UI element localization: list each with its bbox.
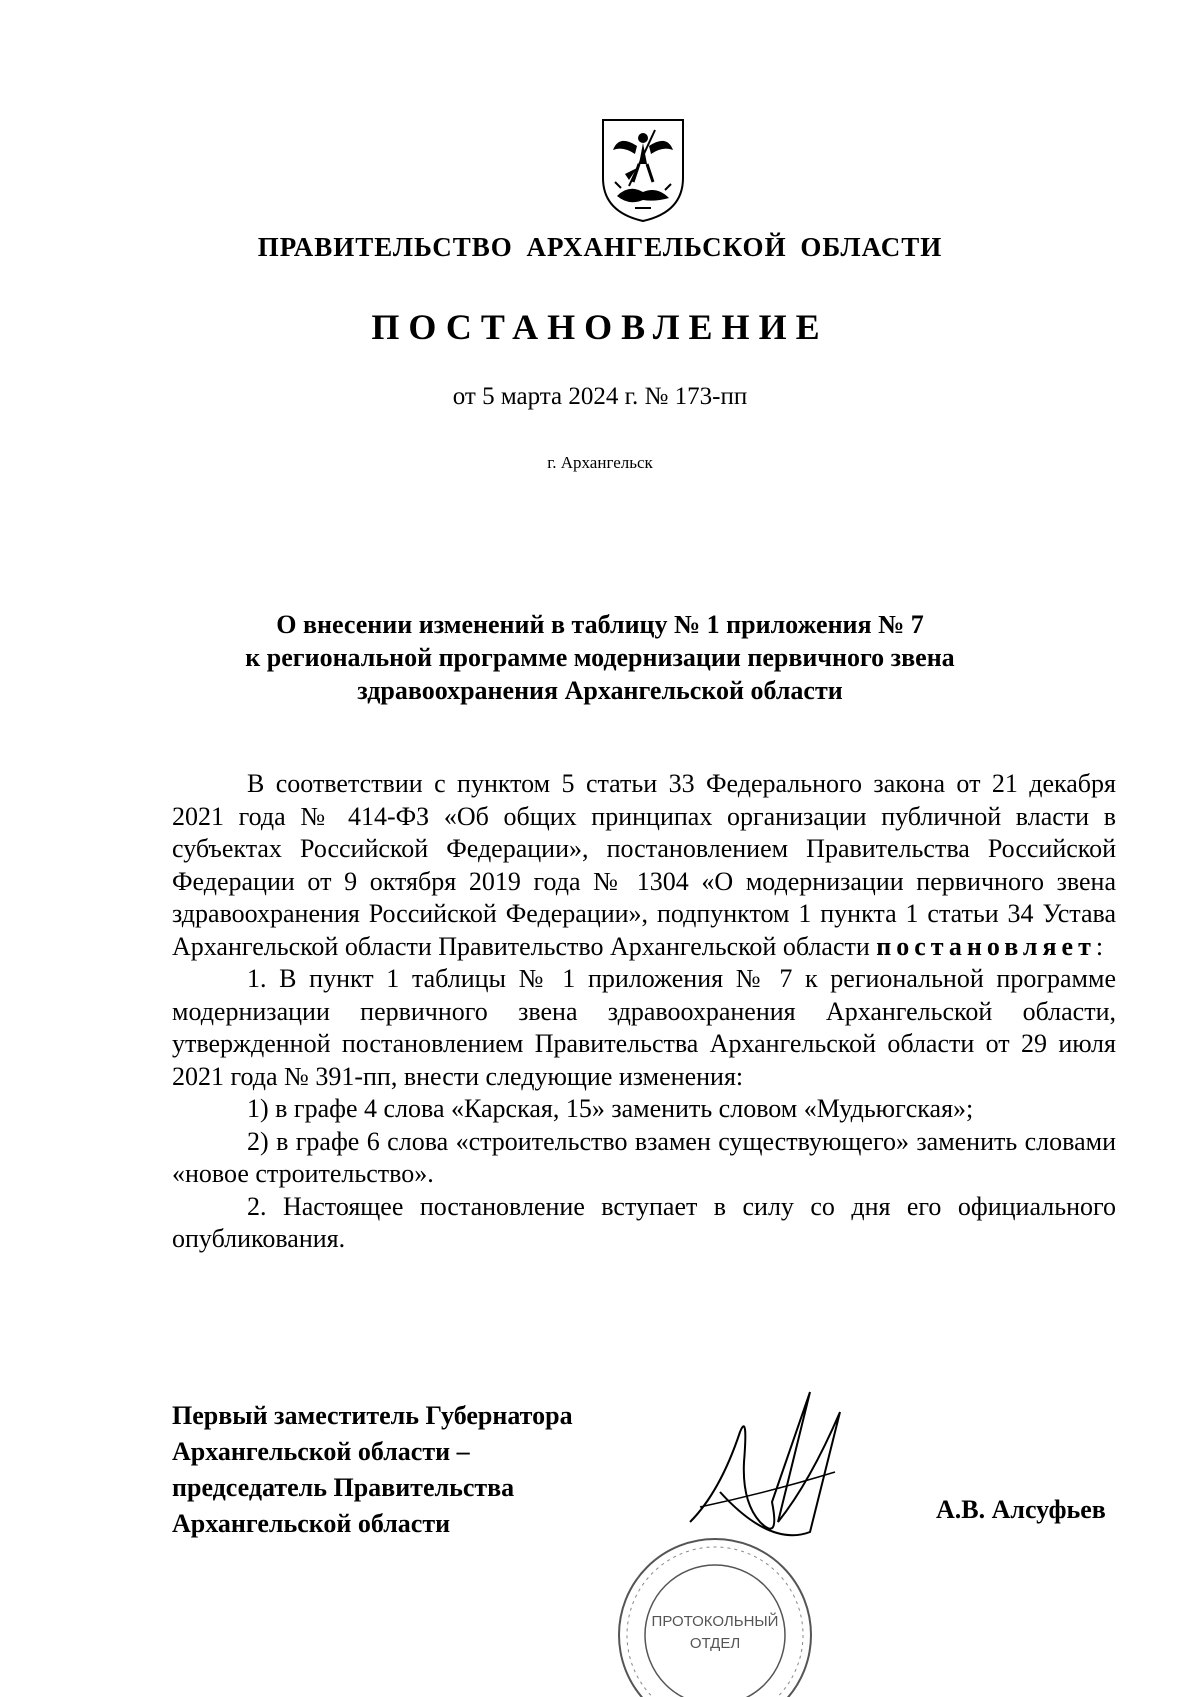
- signer-position-line: Первый заместитель Губернатора: [172, 1401, 573, 1430]
- document-title: [160, 608, 1040, 707]
- government-name: ПРАВИТЕЛЬСТВО АРХАНГЕЛЬСКОЙ ОБЛАСТИ: [257, 232, 943, 262]
- title-line: О внесении изменений в таблицу № 1 приложения № 7: [276, 610, 924, 639]
- preamble-paragraph: [172, 768, 1116, 963]
- signer-name: А.В. Алсуфьев: [936, 1495, 1106, 1524]
- document-date-number: от 5 марта 2024 г. № 173-пп: [452, 383, 748, 410]
- item-2: 2. Настоящее постановление вступает в силу со дня его официального опубликования.: [172, 1191, 1116, 1253]
- signer-position-line: Архангельской области –: [172, 1437, 470, 1466]
- document-type: ПОСТАНОВЛЕНИЕ: [371, 307, 829, 347]
- document-body: [172, 768, 1116, 1256]
- decree-word: постановляет: [876, 931, 1096, 961]
- svg-text:ПРОТОКОЛЬНЫЙ: ПРОТОКОЛЬНЫЙ: [651, 1613, 779, 1630]
- title-line: здравоохранения Архангельской области: [357, 676, 843, 705]
- svg-text:ОТДЕЛ: ОТДЕЛ: [689, 1635, 741, 1652]
- coat-of-arms-icon: [599, 116, 687, 224]
- item-1: 1. В пункт 1 таблицы № 1 приложения № 7 к региональной программе модернизации первичного звена здравоохранения Архангельской области, утвержденной постановлением Правительства Архангельской области от 29 июля 2021 года № 391-пп, внести следующие изменения:: [172, 964, 1116, 1091]
- decree-colon: :: [1095, 931, 1104, 961]
- protocol-department-stamp: [610, 1530, 820, 1697]
- item-1-subitem-1: 1) в графе 4 слова «Карская, 15» заменить словом «Мудьюгская»;: [247, 1094, 974, 1123]
- preamble-text: В соответствии с пунктом 5 статьи 33 Федерального закона от 21 декабря 2021 года № 414-ФЗ «Об общих принципах организации публичной власти в субъектах Российской Федерации», постановлением Правительства Российской Федерации от 9 октября 2019 года № 1304 «О модернизации первичного звена здравоохранения Российской Федерации», подпунктом 1 пункта 1 статьи 34 Устава Архангельской области Правительство Архангельской области: [172, 769, 1116, 961]
- signer-position: [172, 1398, 573, 1542]
- item-1-subitem-2: 2) в графе 6 слова «строительство взамен существующего» заменить словами «новое строительство».: [172, 1126, 1116, 1188]
- signer-position-line: Архангельской области: [172, 1509, 451, 1538]
- title-line: к региональной программе модернизации первичного звена: [245, 643, 955, 672]
- document-city: г. Архангельск: [547, 453, 653, 472]
- signer-position-line: председатель Правительства: [172, 1473, 515, 1502]
